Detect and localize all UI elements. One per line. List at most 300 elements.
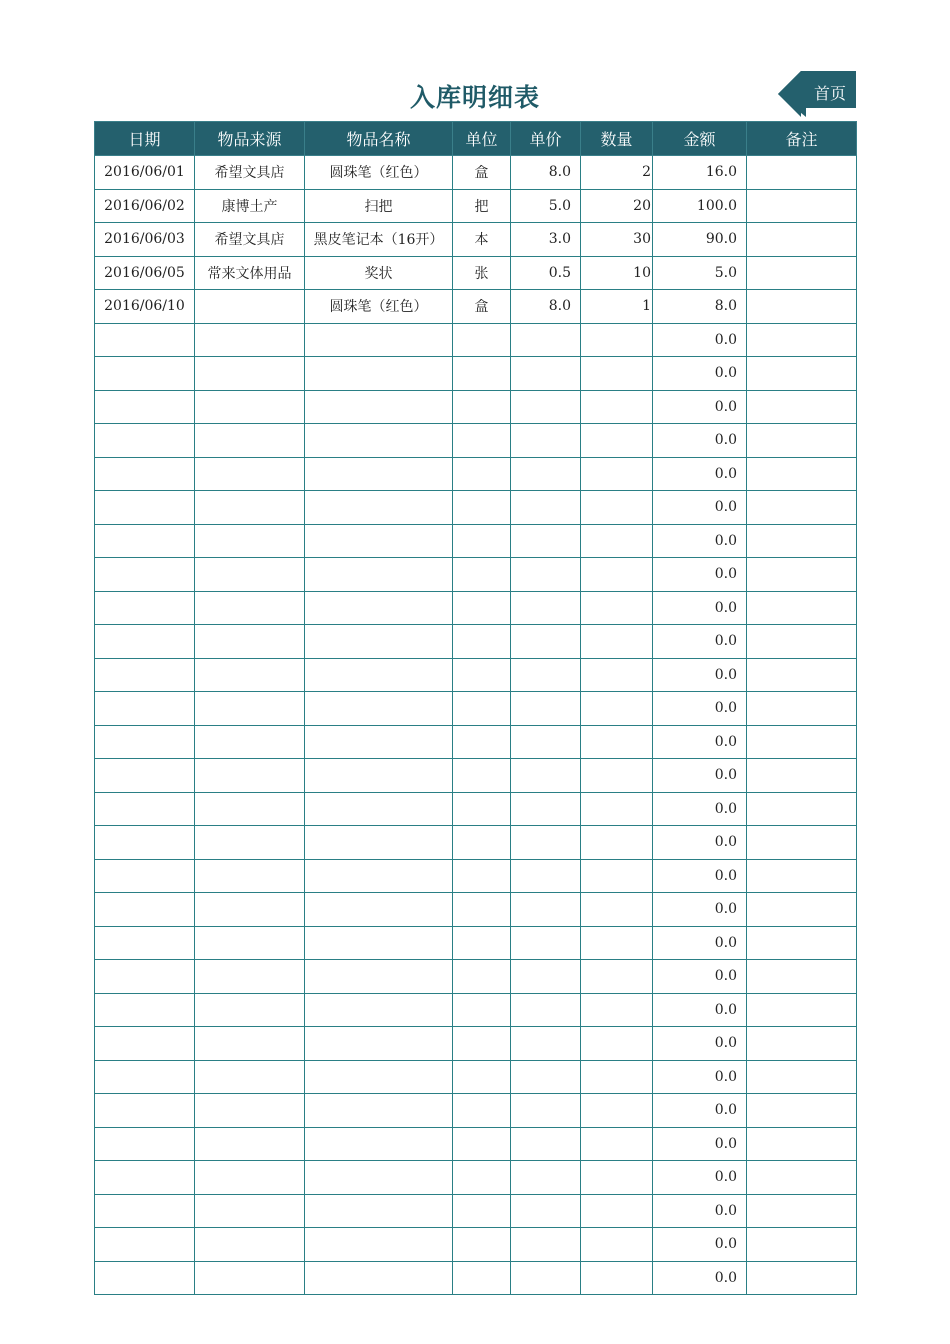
remarks-cell[interactable]: [747, 524, 857, 558]
item-name-cell[interactable]: [305, 725, 453, 759]
table-row: [95, 156, 857, 190]
source-cell[interactable]: [195, 625, 305, 659]
unit-cell[interactable]: 盒: [453, 156, 511, 190]
date-cell[interactable]: [95, 491, 195, 525]
col-header-date: 日期: [95, 122, 195, 156]
remarks-cell[interactable]: [747, 491, 857, 525]
item-name-cell[interactable]: [305, 692, 453, 726]
quantity-cell[interactable]: 2: [581, 156, 653, 190]
table-row: [95, 893, 857, 927]
unit-cell[interactable]: [453, 960, 511, 994]
amount-cell[interactable]: 8.0: [653, 290, 747, 324]
remarks-cell[interactable]: [747, 625, 857, 659]
unit-cell[interactable]: [453, 725, 511, 759]
table-row: [95, 256, 857, 290]
unit-price-cell[interactable]: 0.5: [511, 256, 581, 290]
quantity-cell[interactable]: [581, 558, 653, 592]
amount-cell[interactable]: 0.0: [653, 893, 747, 927]
table-row: [95, 759, 857, 793]
quantity-cell[interactable]: [581, 491, 653, 525]
source-cell[interactable]: [195, 524, 305, 558]
quantity-cell[interactable]: [581, 524, 653, 558]
remarks-cell[interactable]: [747, 290, 857, 324]
remarks-cell[interactable]: [747, 558, 857, 592]
remarks-cell[interactable]: [747, 323, 857, 357]
amount-cell[interactable]: 0.0: [653, 1027, 747, 1061]
unit-cell[interactable]: [453, 424, 511, 458]
date-cell[interactable]: [95, 323, 195, 357]
amount-cell[interactable]: 0.0: [653, 725, 747, 759]
quantity-cell[interactable]: [581, 1161, 653, 1195]
unit-cell[interactable]: [453, 1161, 511, 1195]
unit-price-cell[interactable]: [511, 491, 581, 525]
quantity-cell[interactable]: 1: [581, 290, 653, 324]
unit-price-cell[interactable]: [511, 457, 581, 491]
date-cell[interactable]: [95, 457, 195, 491]
item-name-cell[interactable]: [305, 424, 453, 458]
remarks-cell[interactable]: [747, 357, 857, 391]
quantity-cell[interactable]: [581, 826, 653, 860]
source-cell[interactable]: 希望文具店: [195, 223, 305, 257]
source-cell[interactable]: [195, 826, 305, 860]
item-name-cell[interactable]: [305, 390, 453, 424]
source-cell[interactable]: [195, 759, 305, 793]
source-cell[interactable]: [195, 893, 305, 927]
quantity-cell[interactable]: [581, 1027, 653, 1061]
source-cell[interactable]: [195, 491, 305, 525]
quantity-cell[interactable]: 30: [581, 223, 653, 257]
quantity-cell[interactable]: [581, 591, 653, 625]
amount-cell[interactable]: 0.0: [653, 926, 747, 960]
date-cell[interactable]: [95, 658, 195, 692]
remarks-cell[interactable]: [747, 1161, 857, 1195]
source-cell[interactable]: [195, 859, 305, 893]
source-cell[interactable]: [195, 1261, 305, 1295]
item-name-cell[interactable]: [305, 625, 453, 659]
source-cell[interactable]: [195, 1161, 305, 1195]
date-cell[interactable]: [95, 926, 195, 960]
date-cell[interactable]: 2016/06/01: [95, 156, 195, 190]
date-cell[interactable]: 2016/06/05: [95, 256, 195, 290]
date-cell[interactable]: [95, 759, 195, 793]
source-cell[interactable]: [195, 725, 305, 759]
date-cell[interactable]: 2016/06/10: [95, 290, 195, 324]
amount-cell[interactable]: 0.0: [653, 491, 747, 525]
unit-price-cell[interactable]: [511, 1094, 581, 1128]
home-button-label: 首页: [813, 84, 846, 103]
unit-cell[interactable]: [453, 323, 511, 357]
amount-cell[interactable]: 0.0: [653, 759, 747, 793]
amount-cell[interactable]: 0.0: [653, 457, 747, 491]
date-cell[interactable]: [95, 1228, 195, 1262]
quantity-cell[interactable]: [581, 1261, 653, 1295]
quantity-cell[interactable]: [581, 993, 653, 1027]
remarks-cell[interactable]: [747, 692, 857, 726]
item-name-cell[interactable]: 扫把: [305, 189, 453, 223]
item-name-cell[interactable]: [305, 1060, 453, 1094]
quantity-cell[interactable]: [581, 759, 653, 793]
remarks-cell[interactable]: [747, 223, 857, 257]
unit-cell[interactable]: [453, 457, 511, 491]
quantity-cell[interactable]: [581, 725, 653, 759]
remarks-cell[interactable]: [747, 859, 857, 893]
item-name-cell[interactable]: [305, 658, 453, 692]
unit-price-cell[interactable]: [511, 759, 581, 793]
source-cell[interactable]: [195, 792, 305, 826]
unit-cell[interactable]: [453, 1261, 511, 1295]
quantity-cell[interactable]: [581, 926, 653, 960]
source-cell[interactable]: [195, 424, 305, 458]
source-cell[interactable]: [195, 658, 305, 692]
quantity-cell[interactable]: 10: [581, 256, 653, 290]
amount-cell[interactable]: 0.0: [653, 558, 747, 592]
date-cell[interactable]: [95, 893, 195, 927]
home-button[interactable]: [778, 71, 856, 117]
source-cell[interactable]: [195, 323, 305, 357]
amount-cell[interactable]: 0.0: [653, 1060, 747, 1094]
quantity-cell[interactable]: [581, 1228, 653, 1262]
item-name-cell[interactable]: [305, 524, 453, 558]
amount-cell[interactable]: 0.0: [653, 390, 747, 424]
unit-price-cell[interactable]: [511, 424, 581, 458]
amount-cell[interactable]: 0.0: [653, 357, 747, 391]
item-name-cell[interactable]: [305, 457, 453, 491]
table-row: [95, 826, 857, 860]
table-row: [95, 223, 857, 257]
amount-cell[interactable]: 0.0: [653, 1094, 747, 1128]
remarks-cell[interactable]: [747, 926, 857, 960]
source-cell[interactable]: [195, 558, 305, 592]
source-cell[interactable]: 康博土产: [195, 189, 305, 223]
amount-cell[interactable]: 16.0: [653, 156, 747, 190]
col-header-source: 物品来源: [195, 122, 305, 156]
unit-price-cell[interactable]: [511, 625, 581, 659]
item-name-cell[interactable]: [305, 826, 453, 860]
date-cell[interactable]: [95, 1194, 195, 1228]
unit-price-cell[interactable]: [511, 390, 581, 424]
source-cell[interactable]: [195, 692, 305, 726]
date-cell[interactable]: [95, 1027, 195, 1061]
unit-cell[interactable]: [453, 859, 511, 893]
amount-cell[interactable]: 0.0: [653, 1161, 747, 1195]
quantity-cell[interactable]: [581, 357, 653, 391]
quantity-cell[interactable]: [581, 323, 653, 357]
item-name-cell[interactable]: 圆珠笔（红色）: [305, 156, 453, 190]
amount-cell[interactable]: 0.0: [653, 826, 747, 860]
amount-cell[interactable]: 0.0: [653, 658, 747, 692]
col-header-remarks: 备注: [747, 122, 857, 156]
unit-cell[interactable]: 本: [453, 223, 511, 257]
table-row: [95, 725, 857, 759]
unit-cell[interactable]: [453, 390, 511, 424]
unit-cell[interactable]: 张: [453, 256, 511, 290]
unit-cell[interactable]: [453, 926, 511, 960]
amount-cell[interactable]: 0.0: [653, 1194, 747, 1228]
amount-cell[interactable]: 0.0: [653, 323, 747, 357]
table-row: [95, 1027, 857, 1061]
table-row: [95, 457, 857, 491]
item-name-cell[interactable]: [305, 1161, 453, 1195]
date-cell[interactable]: [95, 993, 195, 1027]
amount-cell[interactable]: 0.0: [653, 960, 747, 994]
unit-cell[interactable]: 盒: [453, 290, 511, 324]
source-cell[interactable]: [195, 993, 305, 1027]
unit-price-cell[interactable]: 3.0: [511, 223, 581, 257]
unit-price-cell[interactable]: [511, 524, 581, 558]
table-row: [95, 390, 857, 424]
date-cell[interactable]: [95, 859, 195, 893]
item-name-cell[interactable]: [305, 960, 453, 994]
remarks-cell[interactable]: [747, 1261, 857, 1295]
source-cell[interactable]: [195, 960, 305, 994]
source-cell[interactable]: [195, 591, 305, 625]
remarks-cell[interactable]: [747, 1027, 857, 1061]
item-name-cell[interactable]: 奖状: [305, 256, 453, 290]
unit-cell[interactable]: [453, 1027, 511, 1061]
unit-price-cell[interactable]: [511, 1228, 581, 1262]
remarks-cell[interactable]: [747, 893, 857, 927]
remarks-cell[interactable]: [747, 1127, 857, 1161]
unit-price-cell[interactable]: [511, 1027, 581, 1061]
remarks-cell[interactable]: [747, 1094, 857, 1128]
item-name-cell[interactable]: [305, 792, 453, 826]
unit-price-cell[interactable]: [511, 692, 581, 726]
quantity-cell[interactable]: [581, 390, 653, 424]
remarks-cell[interactable]: [747, 1060, 857, 1094]
remarks-cell[interactable]: [747, 591, 857, 625]
source-cell[interactable]: [195, 357, 305, 391]
unit-cell[interactable]: [453, 524, 511, 558]
table-row: [95, 189, 857, 223]
unit-cell[interactable]: [453, 1194, 511, 1228]
unit-cell[interactable]: [453, 826, 511, 860]
date-cell[interactable]: [95, 960, 195, 994]
unit-price-cell[interactable]: [511, 1261, 581, 1295]
remarks-cell[interactable]: [747, 156, 857, 190]
table-row: [95, 658, 857, 692]
remarks-cell[interactable]: [747, 390, 857, 424]
amount-cell[interactable]: 0.0: [653, 591, 747, 625]
date-cell[interactable]: [95, 390, 195, 424]
remarks-cell[interactable]: [747, 792, 857, 826]
item-name-cell[interactable]: 圆珠笔（红色）: [305, 290, 453, 324]
remarks-cell[interactable]: [747, 725, 857, 759]
source-cell[interactable]: 希望文具店: [195, 156, 305, 190]
item-name-cell[interactable]: [305, 1228, 453, 1262]
table-row: [95, 491, 857, 525]
item-name-cell[interactable]: [305, 1261, 453, 1295]
source-cell[interactable]: [195, 290, 305, 324]
table-row: [95, 926, 857, 960]
unit-price-cell[interactable]: [511, 323, 581, 357]
date-cell[interactable]: [95, 424, 195, 458]
table-row: [95, 993, 857, 1027]
unit-price-cell[interactable]: 8.0: [511, 290, 581, 324]
quantity-cell[interactable]: [581, 457, 653, 491]
date-cell[interactable]: 2016/06/02: [95, 189, 195, 223]
unit-cell[interactable]: [453, 792, 511, 826]
table-row: [95, 1194, 857, 1228]
remarks-cell[interactable]: [747, 658, 857, 692]
remarks-cell[interactable]: [747, 1228, 857, 1262]
table-row: [95, 859, 857, 893]
unit-price-cell[interactable]: [511, 826, 581, 860]
unit-cell[interactable]: [453, 1094, 511, 1128]
source-cell[interactable]: [195, 1060, 305, 1094]
unit-price-cell[interactable]: [511, 591, 581, 625]
source-cell[interactable]: [195, 1127, 305, 1161]
amount-cell[interactable]: 5.0: [653, 256, 747, 290]
date-cell[interactable]: [95, 558, 195, 592]
source-cell[interactable]: [195, 1194, 305, 1228]
amount-cell[interactable]: 0.0: [653, 524, 747, 558]
unit-price-cell[interactable]: [511, 993, 581, 1027]
unit-cell[interactable]: 把: [453, 189, 511, 223]
item-name-cell[interactable]: [305, 893, 453, 927]
remarks-cell[interactable]: [747, 826, 857, 860]
item-name-cell[interactable]: [305, 926, 453, 960]
table-row: [95, 424, 857, 458]
remarks-cell[interactable]: [747, 960, 857, 994]
remarks-cell[interactable]: [747, 457, 857, 491]
source-cell[interactable]: [195, 926, 305, 960]
unit-cell[interactable]: [453, 357, 511, 391]
quantity-cell[interactable]: [581, 658, 653, 692]
source-cell[interactable]: [195, 390, 305, 424]
date-cell[interactable]: [95, 1261, 195, 1295]
unit-price-cell[interactable]: [511, 859, 581, 893]
date-cell[interactable]: [95, 1060, 195, 1094]
unit-cell[interactable]: [453, 692, 511, 726]
quantity-cell[interactable]: [581, 859, 653, 893]
date-cell[interactable]: [95, 524, 195, 558]
source-cell[interactable]: [195, 1228, 305, 1262]
unit-cell[interactable]: [453, 658, 511, 692]
date-cell[interactable]: [95, 591, 195, 625]
item-name-cell[interactable]: [305, 1194, 453, 1228]
amount-cell[interactable]: 0.0: [653, 859, 747, 893]
quantity-cell[interactable]: [581, 1127, 653, 1161]
unit-price-cell[interactable]: [511, 1161, 581, 1195]
table-row: [95, 290, 857, 324]
date-cell[interactable]: [95, 692, 195, 726]
quantity-cell[interactable]: [581, 625, 653, 659]
amount-cell[interactable]: 0.0: [653, 792, 747, 826]
date-cell[interactable]: 2016/06/03: [95, 223, 195, 257]
item-name-cell[interactable]: [305, 1127, 453, 1161]
unit-price-cell[interactable]: [511, 960, 581, 994]
unit-cell[interactable]: [453, 625, 511, 659]
unit-price-cell[interactable]: [511, 658, 581, 692]
unit-cell[interactable]: [453, 591, 511, 625]
amount-cell[interactable]: 0.0: [653, 1228, 747, 1262]
quantity-cell[interactable]: [581, 893, 653, 927]
amount-cell[interactable]: 0.0: [653, 424, 747, 458]
table-row: [95, 558, 857, 592]
unit-cell[interactable]: [453, 1060, 511, 1094]
amount-cell[interactable]: 0.0: [653, 1127, 747, 1161]
unit-price-cell[interactable]: 8.0: [511, 156, 581, 190]
source-cell[interactable]: 常来文体用品: [195, 256, 305, 290]
item-name-cell[interactable]: [305, 759, 453, 793]
amount-cell[interactable]: 0.0: [653, 625, 747, 659]
quantity-cell[interactable]: [581, 1194, 653, 1228]
unit-price-cell[interactable]: [511, 1127, 581, 1161]
unit-cell[interactable]: [453, 993, 511, 1027]
item-name-cell[interactable]: [305, 859, 453, 893]
remarks-cell[interactable]: [747, 759, 857, 793]
item-name-cell[interactable]: [305, 491, 453, 525]
unit-cell[interactable]: [453, 491, 511, 525]
unit-price-cell[interactable]: [511, 1060, 581, 1094]
remarks-cell[interactable]: [747, 993, 857, 1027]
quantity-cell[interactable]: [581, 1060, 653, 1094]
date-cell[interactable]: [95, 1127, 195, 1161]
unit-cell[interactable]: [453, 1228, 511, 1262]
unit-price-cell[interactable]: [511, 558, 581, 592]
item-name-cell[interactable]: [305, 1027, 453, 1061]
unit-cell[interactable]: [453, 759, 511, 793]
remarks-cell[interactable]: [747, 424, 857, 458]
remarks-cell[interactable]: [747, 1194, 857, 1228]
table-row: [95, 792, 857, 826]
amount-cell[interactable]: 90.0: [653, 223, 747, 257]
remarks-cell[interactable]: [747, 189, 857, 223]
unit-cell[interactable]: [453, 1127, 511, 1161]
item-name-cell[interactable]: [305, 1094, 453, 1128]
date-cell[interactable]: [95, 792, 195, 826]
amount-cell[interactable]: 0.0: [653, 1261, 747, 1295]
date-cell[interactable]: [95, 1094, 195, 1128]
amount-cell[interactable]: 100.0: [653, 189, 747, 223]
date-cell[interactable]: [95, 1161, 195, 1195]
date-cell[interactable]: [95, 826, 195, 860]
unit-price-cell[interactable]: [511, 1194, 581, 1228]
item-name-cell[interactable]: 黑皮笔记本（16开）: [305, 223, 453, 257]
unit-price-cell[interactable]: [511, 792, 581, 826]
unit-price-cell[interactable]: [511, 725, 581, 759]
col-header-unit: 单位: [453, 122, 511, 156]
quantity-cell[interactable]: [581, 960, 653, 994]
unit-cell[interactable]: [453, 558, 511, 592]
date-cell[interactable]: [95, 357, 195, 391]
source-cell[interactable]: [195, 457, 305, 491]
date-cell[interactable]: [95, 725, 195, 759]
unit-cell[interactable]: [453, 893, 511, 927]
item-name-cell[interactable]: [305, 357, 453, 391]
unit-price-cell[interactable]: [511, 357, 581, 391]
unit-price-cell[interactable]: [511, 926, 581, 960]
unit-price-cell[interactable]: 5.0: [511, 189, 581, 223]
remarks-cell[interactable]: [747, 256, 857, 290]
col-header-unit-price: 单价: [511, 122, 581, 156]
quantity-cell[interactable]: 20: [581, 189, 653, 223]
item-name-cell[interactable]: [305, 591, 453, 625]
source-cell[interactable]: [195, 1027, 305, 1061]
amount-cell[interactable]: 0.0: [653, 993, 747, 1027]
item-name-cell[interactable]: [305, 323, 453, 357]
quantity-cell[interactable]: [581, 692, 653, 726]
quantity-cell[interactable]: [581, 424, 653, 458]
date-cell[interactable]: [95, 625, 195, 659]
item-name-cell[interactable]: [305, 558, 453, 592]
unit-price-cell[interactable]: [511, 893, 581, 927]
source-cell[interactable]: [195, 1094, 305, 1128]
quantity-cell[interactable]: [581, 1094, 653, 1128]
quantity-cell[interactable]: [581, 792, 653, 826]
item-name-cell[interactable]: [305, 993, 453, 1027]
amount-cell[interactable]: 0.0: [653, 692, 747, 726]
